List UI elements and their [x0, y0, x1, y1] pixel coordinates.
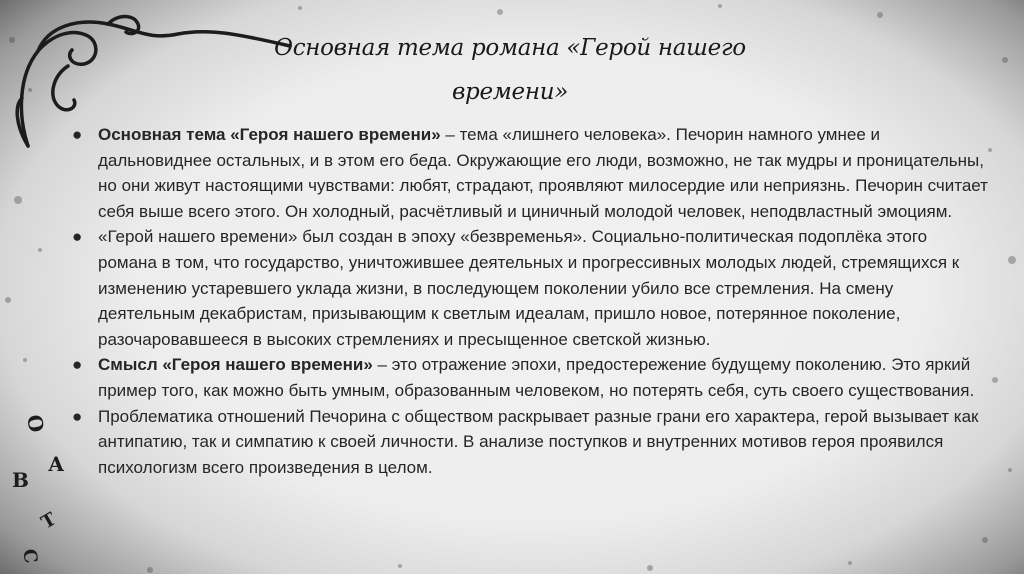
bullet-marker: ●	[72, 227, 83, 247]
bullet-marker: ●	[72, 125, 83, 144]
bullet-marker: ●	[72, 355, 83, 375]
bullet-text: «Герой нашего времени» был создан в эпоху «безвременья». Социально-политическая подоплёка этого романа в том, что государство, уничтожившее деятельных и прогрессивных молодых людей, стремящихся к изменению устаревшего уклада жизни, в последующем поколении убило все стремления. На смену деятельным декабристам, призывающим к светлым идеалам, пришло новое, потерянное поколение, разочаровавшееся в высоких стремлениях и пресыщенное светской жизнью.	[98, 227, 960, 349]
bullet-item	[68, 352, 988, 403]
bullet-bold-lead: Смысл «Героя нашего времени»	[98, 355, 373, 375]
bullet-item	[68, 122, 988, 224]
slide-title-line-1: Основная тема романа «Герой нашего	[274, 35, 746, 61]
bullet-item	[68, 224, 988, 352]
bullet-text: – это отражение эпохи, предостережение будущему поколению. Это яркий пример того, как можно быть умным, образованным человеком, но потерять себя, суть своего существования.	[98, 355, 975, 400]
side-letter: Т	[37, 508, 60, 534]
side-letter: В	[12, 468, 29, 492]
side-letter: О	[22, 412, 49, 435]
slide-title	[230, 26, 790, 114]
bullet-text: Проблематика отношений Печорина с обществом раскрывает разные грани его характера, герой вызывает как антипатию, так и симпатию к своей личности. В анализе поступков и внутренних мотивов героя проявился психологизм всего произведения в целом.	[98, 406, 979, 477]
side-letter: А	[48, 452, 65, 476]
bullet-item	[68, 404, 988, 481]
slide-title-line-2: времени»	[451, 79, 569, 105]
side-letter: С	[18, 547, 42, 566]
bullet-text: – тема «лишнего человека». Печорин намного умнее и дальновиднее остальных, и в этом его беда. Окружающие его люди, возможно, не так мудры и проницательны, но они живут настоящими чувствами: любят, страдают, проявляют милосердие или неприязнь. Печорин считает себя выше всего этого. Он холодный, расчётливый и циничный молодой человек, неподвластный эмоциям.	[98, 125, 988, 221]
bullet-bold-lead: Основная тема «Героя нашего времени»	[98, 125, 441, 144]
bullet-list	[68, 122, 988, 480]
bullet-marker: ●	[72, 406, 83, 426]
